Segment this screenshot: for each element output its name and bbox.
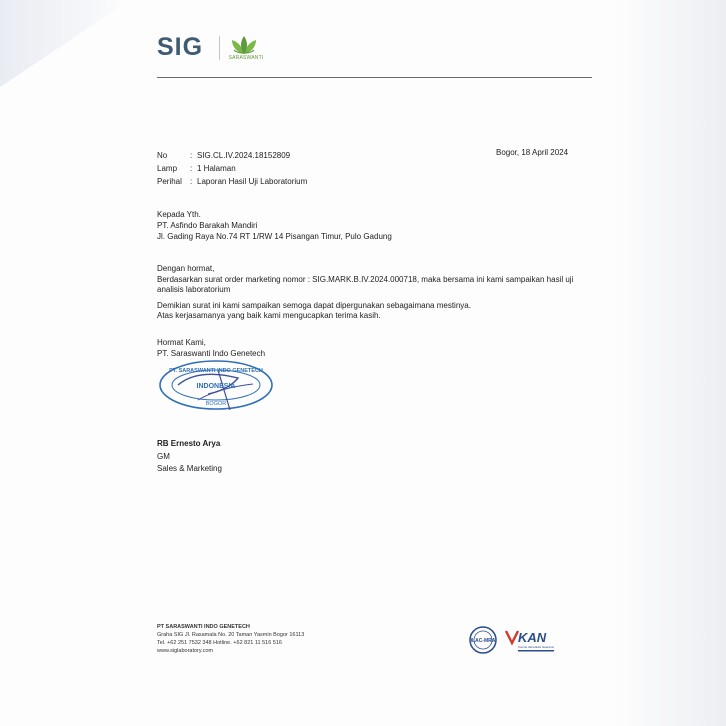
closing-line-2: Atas kerjasamanya yang baik kami mengucapkan terima kasih.	[157, 311, 381, 320]
meta-colon: :	[190, 164, 193, 173]
footer-company: PT SARASWANTI INDO GENETECH	[157, 624, 250, 630]
regards: Hormat Kami,	[157, 338, 206, 347]
letter-date: Bogor, 18 April 2024	[496, 148, 569, 157]
page-edge-shadow-left	[0, 0, 130, 726]
recipient-address: Jl. Gading Raya No.74 RT 1/RW 14 Pisangan Timur, Pulo Gadung	[157, 232, 392, 241]
company-stamp	[158, 358, 278, 418]
meta-colon: :	[190, 151, 193, 160]
sig-logo: SIG	[157, 33, 204, 61]
meta-label: Perihal	[157, 177, 182, 186]
body-line-1: Berdasarkan surat order marketing nomor : SIG.MARK.B.IV.2024.000718, maka bersama ini kami sampaikan hasil uji	[157, 275, 574, 284]
kan-sub-text: Komite Akreditasi Nasional	[518, 645, 554, 649]
recipient-name: PT. Asfindo Barakah Mandiri	[157, 221, 258, 230]
recipient-salutation: Kepada Yth.	[157, 210, 201, 219]
signatory-title: GM	[157, 452, 170, 461]
signatory-department: Sales & Marketing	[157, 464, 222, 473]
stamp-top-text: PT. SARASWANTI INDO GENETECH	[169, 368, 263, 374]
kan-logo	[504, 625, 558, 655]
greeting: Dengan hormat,	[157, 264, 215, 273]
footer-address: Graha SIG Jl. Rasamala No. 20 Taman Yasmin Bogor 16113	[157, 632, 305, 638]
meta-value: Laporan Hasil Uji Laboratorium	[197, 177, 308, 186]
meta-label: Lamp	[157, 164, 178, 173]
meta-value: 1 Halaman	[197, 164, 236, 173]
stamp-middle-text: INDONESIA	[196, 383, 236, 390]
meta-colon: :	[190, 177, 193, 186]
header-rule	[157, 77, 592, 78]
body-line-2: analisis laboratorium	[157, 285, 231, 294]
ilac-mra-text: ILAC-MRA	[470, 638, 496, 644]
kan-text: KAN	[518, 630, 547, 645]
closing-line-1: Demikian surat ini kami sampaikan semoga dapat dipergunakan sebagaimana mestinya.	[157, 301, 471, 310]
footer-phone: Tel. +62 251 7532 348 Hotline. +62 821 11 516 516	[157, 640, 282, 646]
meta-label: No	[157, 151, 168, 160]
sender-company: PT. Saraswanti Indo Genetech	[157, 349, 266, 358]
meta-value: SIG.CL.IV.2024.18152809	[197, 151, 291, 160]
signatory-name: RB Ernesto Arya	[157, 439, 221, 448]
ilac-mra-logo	[466, 625, 500, 655]
logo-divider	[219, 36, 220, 60]
stamp-bottom-text: BOGOR	[205, 401, 227, 407]
saraswanti-logo-text: SARASWANTI	[228, 55, 264, 61]
footer-website: www.siglaboratory.com	[157, 648, 214, 654]
page-edge-shadow-right	[616, 0, 726, 726]
